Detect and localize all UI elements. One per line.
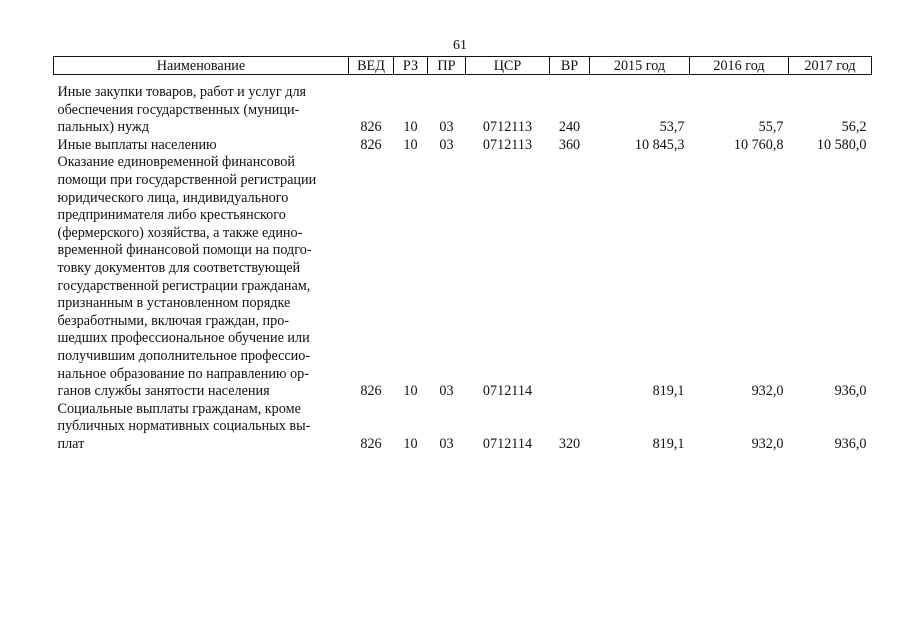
cell-csr: 0712114 <box>482 435 533 452</box>
header-rz: РЗ <box>394 57 428 75</box>
cell-name <box>54 154 349 400</box>
table-body <box>54 75 872 454</box>
cell-2016: 10 760,8 <box>733 136 784 153</box>
cell-2015: 819,1 <box>652 435 685 452</box>
table-row <box>54 401 872 454</box>
cell-name-line: признанным в установленном порядке <box>57 295 291 312</box>
cell-name-line: безработными, включая граждан, про- <box>57 312 290 329</box>
header-vr: ВР <box>550 57 590 75</box>
cell-ved: 826 <box>360 119 382 136</box>
header-pr: ПР <box>428 57 466 75</box>
table-row <box>54 137 872 155</box>
header-2015: 2015 год <box>590 57 690 75</box>
cell-name <box>54 75 349 137</box>
page-number: 61 <box>453 38 467 53</box>
cell-name-line: плат <box>57 435 85 452</box>
cell-rz: 10 <box>403 119 418 136</box>
cell-rz: 10 <box>403 435 418 452</box>
cell-name-line: помощи при государственной регистрации <box>57 171 317 188</box>
cell-name-line: Иные выплаты населению <box>57 136 217 153</box>
cell-2016: 932,0 <box>751 383 784 400</box>
cell-name-line: предпринимателя либо крестьянского <box>57 207 286 224</box>
cell-name <box>54 401 349 454</box>
header-csr: ЦСР <box>466 57 550 75</box>
cell-2017: 10 580,0 <box>816 136 867 153</box>
cell-pr: 03 <box>439 435 454 452</box>
cell-ved: 826 <box>360 383 382 400</box>
cell-name-line: Социальные выплаты гражданам, кроме <box>57 400 301 417</box>
budget-table <box>53 56 872 453</box>
cell-name-line: пальных) нужд <box>57 119 150 136</box>
table-header-row <box>54 57 872 75</box>
cell-name-line: ганов службы занятости населения <box>57 383 270 400</box>
cell-2017: 936,0 <box>834 435 867 452</box>
cell-name-line: шедших профессиональное обучение или <box>57 330 310 347</box>
cell-pr: 03 <box>439 119 454 136</box>
header-ved: ВЕД <box>349 57 394 75</box>
cell-vr <box>550 154 590 400</box>
cell-vr: 240 <box>558 119 581 136</box>
cell-vr: 320 <box>558 435 581 452</box>
cell-2015: 819,1 <box>652 383 685 400</box>
cell-ved: 826 <box>360 435 382 452</box>
cell-2016: 932,0 <box>751 435 784 452</box>
table-row <box>54 154 872 400</box>
cell-name-line: (фермерского) хозяйства, а также едино- <box>57 224 303 241</box>
cell-csr: 0712113 <box>482 119 533 136</box>
table-row <box>54 75 872 137</box>
cell-csr: 0712113 <box>482 136 533 153</box>
cell-name-line: государственной регистрации гражданам, <box>57 277 311 294</box>
cell-vr: 360 <box>558 136 581 153</box>
cell-name-line: Оказание единовременной финансовой <box>57 154 295 171</box>
cell-name-line: получившим дополнительное профессио- <box>57 347 311 364</box>
cell-name-line: публичных нормативных социальных вы- <box>57 418 311 435</box>
cell-rz: 10 <box>403 136 418 153</box>
cell-2016: 55,7 <box>758 119 784 136</box>
cell-csr: 0712114 <box>482 383 533 400</box>
cell-name-line: нальное образование по направлению ор- <box>57 365 309 382</box>
cell-name-line: товку документов для соответствующей <box>57 259 301 276</box>
cell-ved: 826 <box>360 136 382 153</box>
cell-name <box>54 137 349 155</box>
cell-pr: 03 <box>439 383 454 400</box>
cell-name-line: юридического лица, индивидуального <box>57 189 289 206</box>
cell-pr: 03 <box>439 136 454 153</box>
header-name: Наименование <box>54 57 349 75</box>
header-2017: 2017 год <box>789 57 872 75</box>
cell-name-line: Иные закупки товаров, работ и услуг для <box>57 84 307 100</box>
cell-2017: 936,0 <box>834 383 867 400</box>
cell-name-line: временной финансовой помощи на подго- <box>57 242 312 259</box>
header-2016: 2016 год <box>690 57 789 75</box>
cell-2017: 56,2 <box>841 119 867 136</box>
cell-rz: 10 <box>403 383 418 400</box>
cell-2015: 53,7 <box>659 119 685 136</box>
cell-2015: 10 845,3 <box>634 136 685 153</box>
cell-name-line: обеспечения государственных (муници- <box>57 101 300 118</box>
